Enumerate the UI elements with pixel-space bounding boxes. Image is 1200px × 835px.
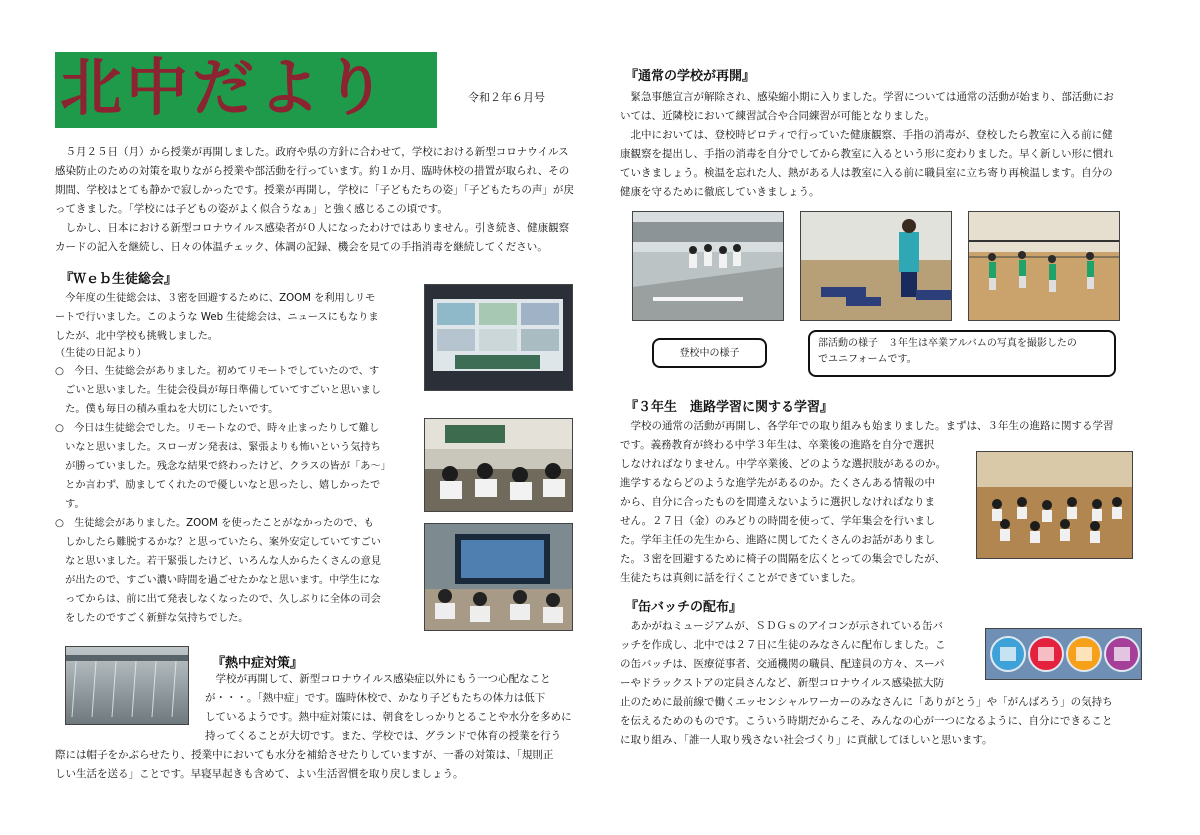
intro-line: 期間、学校はとても静かで寂しかったです。授業が再開し，学校に「子どもたちの姿」「子どもたちの声」が戻 <box>55 184 574 196</box>
heat-line: が・・・。「熱中症」です。臨時休校で、かなり子どもたちの体力は低下 <box>205 692 546 704</box>
photo-commute <box>632 211 784 321</box>
normal-heading: 『通常の学校が再開』 <box>625 69 756 84</box>
badge-line: ーやドラックストアの定員さんなど、新型コロナウイルス感染拡大防 <box>620 677 945 689</box>
heat-section-bottom <box>55 746 600 784</box>
caption-commute: 登校中の様子 <box>652 338 767 368</box>
heat-line: 際には帽子をかぶらせたり、授業中においても水分を補給させたりしていますが、一番の対策は、「規則正 <box>55 749 554 761</box>
career-heading: 『３年生 進路学習に関する学習』 <box>625 400 834 415</box>
web-line: ○ 生徒総会がありました。ZOOM を使ったことがなかったので、も <box>55 518 374 529</box>
badge-line: 止のために最前線で働くエッセンシャルワーカーのみなさんに「ありがとう」や「がんばろう」の気持ち <box>620 696 1113 708</box>
heat-line: しているようです。熱中症対策には、朝食をしっかりとることや水分を多めに <box>205 711 572 723</box>
career-line: です。義務教育が終わる中学３年生は、卒業後の進路を自分で選択 <box>620 439 935 451</box>
web-line: ○ 今日、生徒総会がありました。初めてリモートでしていたので、す <box>55 366 380 377</box>
normal-line: 康観察を提出し、手指の消毒を自分でしてから教室に入るという形に変わりました。早く新しい形に慣れ <box>620 148 1114 160</box>
heat-line: しい生活を送る」ことです。早寝早起きも含めて、よい生活習慣を取り戻しましょう。 <box>55 768 464 780</box>
career-line: 生徒たちは真剣に話を行くことができていました。 <box>620 572 862 584</box>
badge-line: を伝えるためのものです。こういう時期だからこそ、みんなの心が一つになるように、自分にできること <box>620 715 1113 727</box>
web-heading: 『Ｗｅｂ生徒総会』 <box>60 272 178 287</box>
web-line: ってからは、前に出て発表しなくなったので、久しぶりに全体の司会 <box>55 594 381 605</box>
intro-line: ってきました。「学校には子どもの姿がよく似合うなぁ」と強く感じるこの頃です。 <box>55 203 448 215</box>
web-line: ごいと思いました。生徒会役員が毎日準備していてすごいと思いまし <box>55 385 381 396</box>
web-section <box>55 289 427 628</box>
web-line: なと思いました。若干緊張したけど、いろんな人からたくさんの意見 <box>55 556 381 567</box>
web-line: た。僕も毎日の積み重ねを大切にしたいです。 <box>55 404 279 415</box>
normal-section <box>620 88 1160 202</box>
badge-line: あかがねミュージアムが、ＳＤＧｓのアイコンが示されている缶バ <box>620 620 943 632</box>
web-line: とか言わず、励ましてくれたので優しいなと思ったし、嬉しかったで <box>55 480 381 491</box>
web-line: 今年度の生徒総会は、３密を回避するために、ZOOM を利用しリモ <box>55 293 376 304</box>
badge-heading: 『缶バッチの配布』 <box>625 600 743 615</box>
career-line: から、自分に合ったものを間違えないように選択しなければなりま <box>620 496 935 508</box>
normal-line: 緊急事態宣言が解除され、感染縮小期に入りました。学習については通常の活動が始まり、部活動にお <box>620 91 1114 103</box>
caption-club: 部活動の様子 ３年生は卒業アルバムの写真を撮影したの でユニフォームです。 <box>808 330 1116 377</box>
web-line: しかしたら難脱するかな？と思っていたら、案外安定していてすごい <box>55 537 381 548</box>
web-line: ○ 今日は生徒総会でした。リモートなので、時々止まったりして難し <box>55 423 380 434</box>
photo-club-pushups <box>800 211 952 321</box>
badge-line: に取り組み、「誰一人取り残さない社会づくり」に貢献してほしいと思います。 <box>620 734 993 746</box>
web-line: ートで行いました。このような Web 生徒総会は、ニュースにもなりま <box>55 312 379 323</box>
heat-heading: 『熱中症対策』 <box>212 656 304 671</box>
career-line: しなければなりません。中学卒業後、どのような選択肢があるのか。 <box>620 458 947 470</box>
career-line: た。３密を回避するために椅子の間隔を広くとっての集会でしたが、 <box>620 553 946 565</box>
photo-badges <box>985 628 1142 680</box>
web-line: したが、北中学校も挑戦しました。 <box>55 331 218 342</box>
badge-line: ッチを作成し、北中では２７日に生徒のみなさんに配布しました。こ <box>620 639 946 651</box>
photo-club-volleyball <box>968 211 1120 321</box>
web-line: が出たので、すごい濃い時間を過ごせたかなと思います。中学生にな <box>55 575 380 586</box>
web-line: いなと思いました。スローガン発表は、緊張よりも怖いという気持ち <box>55 442 381 453</box>
photo-web-meeting <box>424 284 573 391</box>
photo-screen-class <box>424 523 573 631</box>
photo-assembly <box>976 451 1133 559</box>
heat-line: 持ってくることが大切です。また、学校では、グランドで体育の授業を行う <box>205 730 562 742</box>
normal-line: 北中においては、登校時ピロティで行っていた健康観察、手指の消毒が、登校したら教室に入る前に健 <box>620 129 1113 141</box>
career-line: せん。２７日（金）のみどりの時間を使って、学年集会を行いまし <box>620 515 936 527</box>
photo-classroom <box>424 418 573 512</box>
heat-line: 学校が再開して、新型コロナウイルス感染症以外にもう一つ心配なこと <box>215 673 551 685</box>
intro-line: しかし、日本における新型コロナウイルス感染者が０人になったわけではありません。引き続き、健康観察 <box>55 222 570 234</box>
career-line: 進学するならどのような進学先があるのか。たくさんある情報の中 <box>620 477 935 489</box>
masthead-title: 北中だより <box>60 51 391 124</box>
web-line: す。 <box>55 499 85 510</box>
intro-line: カードの記入を継続し、日々の体温チェック、体調の記録、機会を見ての手指消毒を継続してください。 <box>55 241 548 253</box>
career-line: た。学年主任の先生から、進路に関してたくさんのお話がありまし <box>620 534 935 546</box>
web-line: が勝っていました。残念な結果で終わったけど、クラスの皆が「あ～」 <box>55 461 391 472</box>
photo-sprinkler <box>65 646 189 725</box>
normal-line: ていきましょう。検温を忘れた人、熱がある人は教室に入る前に職員室に立ち寄り再検温します。自分の <box>620 167 1113 179</box>
issue-date: 令和２年６月号 <box>468 91 545 104</box>
web-line: をしたのですごく新鮮な気持ちでした。 <box>55 613 249 624</box>
badge-line: の缶バッチは、医療従事者、交通機関の職員、配達員の方々、スーパ <box>620 658 945 670</box>
heat-section-top <box>205 670 587 746</box>
intro-line: ５月２５日（月）から授業が再開しました。政府や県の方針に合わせて，学校における新型コロナウイルス <box>55 146 569 158</box>
intro-section <box>55 143 595 257</box>
normal-line: いては、近隣校において練習試合や合同練習が可能となりました。 <box>620 110 935 122</box>
web-line: （生徒の日記より） <box>55 348 147 359</box>
career-line: 学校の通常の活動が再開し、各学年での取り組みも始まりました。まずは、３年生の進路に関する学習 <box>620 420 1114 432</box>
normal-line: 健康を守るために徹底していきましょう。 <box>620 186 820 198</box>
intro-line: 感染防止のための対策を取りながら授業や部活動を行っています。約１か月、臨時休校の措置が取られ、その <box>55 165 570 177</box>
